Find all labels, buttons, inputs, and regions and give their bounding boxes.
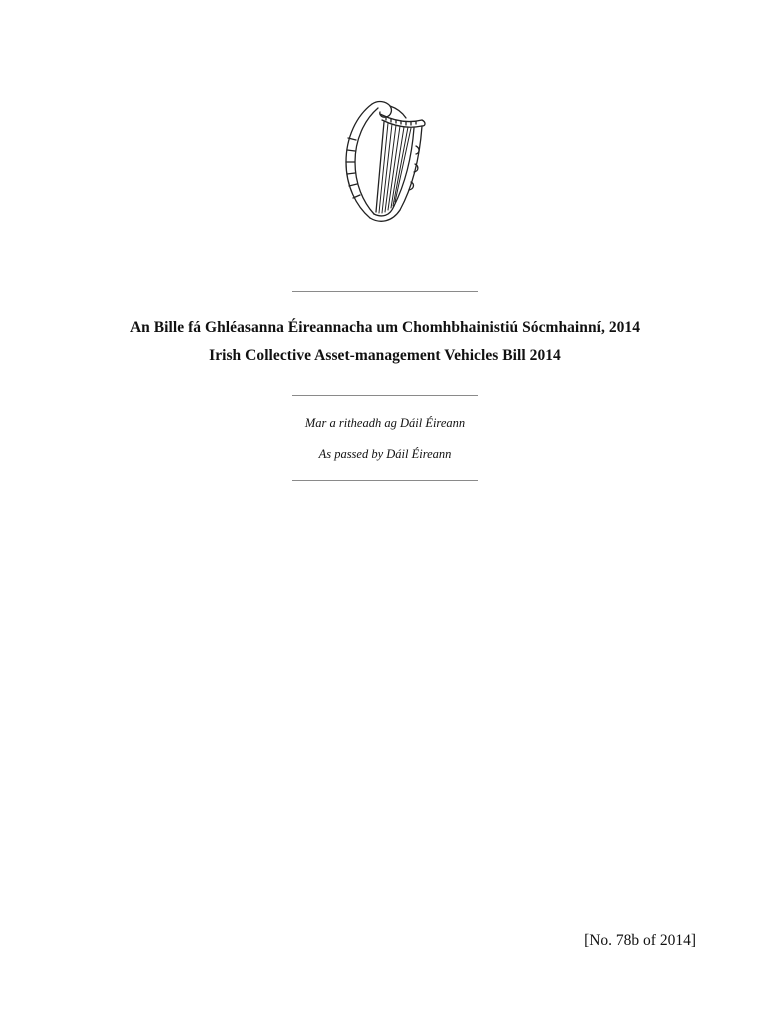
middle-divider (292, 395, 478, 396)
harp-emblem-icon (336, 98, 432, 228)
bill-title-english: Irish Collective Asset-management Vehicles Bill 2014 (209, 347, 561, 364)
bill-number: [No. 78b of 2014] (584, 932, 696, 949)
passage-status-irish: Mar a ritheadh ag Dáil Éireann (304, 416, 466, 430)
bill-title-irish: An Bille fá Ghléasanna Éireannacha um Chomhbhainistiú Sócmhainní, 2014 (129, 319, 641, 336)
bottom-divider (292, 480, 478, 481)
top-divider (292, 291, 478, 292)
passage-status-english: As passed by Dáil Éireann (318, 447, 452, 461)
